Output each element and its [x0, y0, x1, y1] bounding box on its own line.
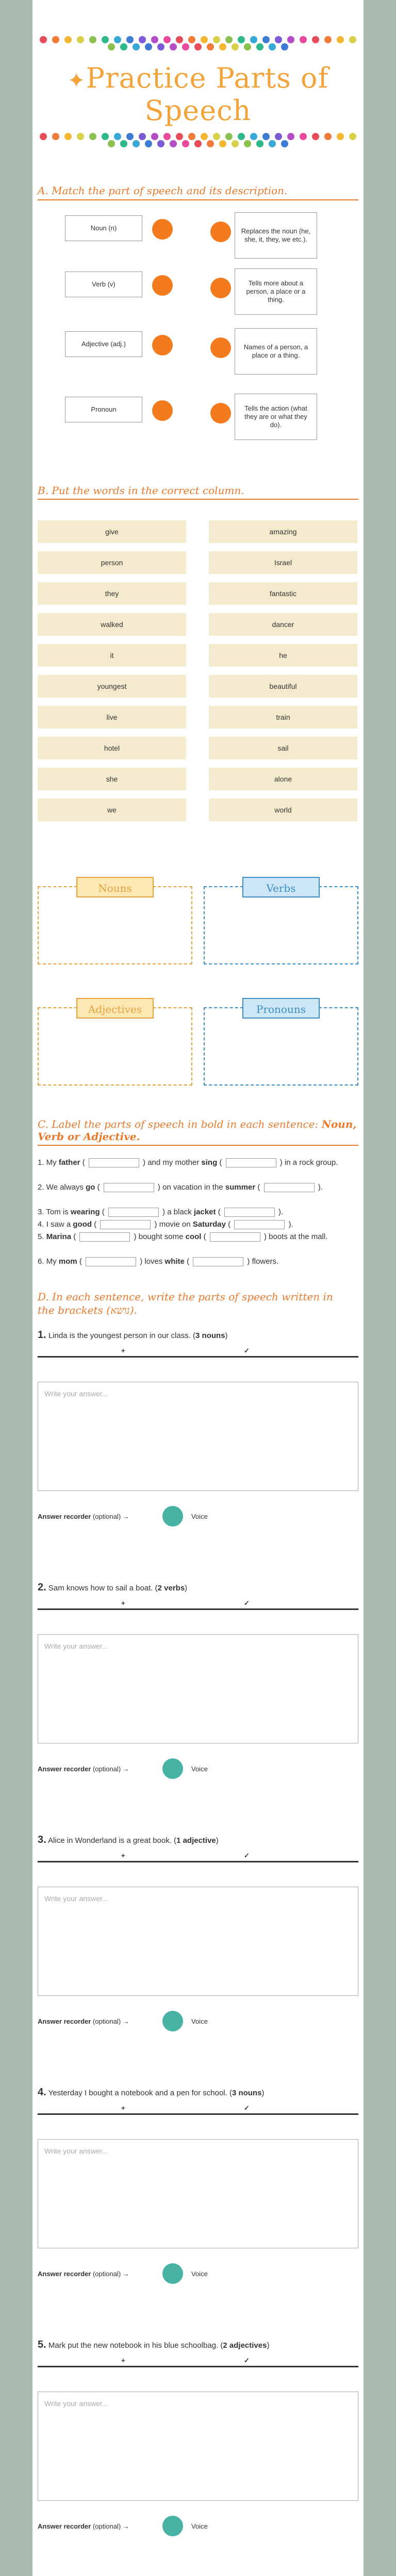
decorative-dot [52, 133, 59, 140]
sentence-text: ) and my mother [140, 1158, 202, 1167]
decorative-dot [151, 133, 158, 140]
voice-record-button[interactable] [162, 2516, 183, 2536]
decorative-dot [262, 36, 270, 43]
label-input[interactable] [224, 1208, 275, 1217]
word-tile[interactable]: youngest [38, 675, 186, 698]
decorative-dot [89, 133, 96, 140]
decorative-dot [287, 36, 294, 43]
decorative-dot [108, 43, 115, 50]
sentence-text: 4. I saw a [38, 1220, 73, 1229]
sentence-item [38, 1231, 358, 1243]
label-input[interactable] [100, 1220, 151, 1229]
match-connector-dot[interactable] [210, 403, 231, 423]
decorative-dot [337, 36, 344, 43]
decorative-dot [250, 36, 257, 43]
decorative-dot [77, 133, 84, 140]
decorative-dot [201, 36, 208, 43]
decorative-dot [163, 133, 171, 140]
arrow-icon: → [122, 2270, 129, 2278]
decorative-dot [281, 43, 288, 50]
word-tile[interactable]: he [209, 644, 357, 667]
answer-textarea[interactable] [38, 2392, 358, 2501]
column-divider [38, 1356, 358, 1358]
question-text-end: ) [267, 2341, 270, 2350]
decorative-dot [77, 36, 84, 43]
voice-label: Voice [191, 2522, 208, 2530]
sentence-text: ( [71, 1232, 78, 1241]
match-connector-dot[interactable] [152, 219, 173, 240]
sentence-text: ) loves [138, 1257, 165, 1266]
sentence-text: 5. [38, 1232, 46, 1241]
match-connector-dot[interactable] [152, 400, 173, 421]
word-tile[interactable]: hotel [38, 737, 186, 759]
voice-record-button[interactable] [162, 1758, 183, 1779]
decorative-dot [194, 43, 202, 50]
sentence-text: ( [201, 1232, 208, 1241]
decorative-dot [188, 36, 195, 43]
decorative-dot [170, 43, 177, 50]
pronouns-column-title: Pronouns [242, 998, 320, 1019]
voice-label: Voice [191, 1513, 208, 1520]
sentence-text: ) on vacation in the [155, 1183, 225, 1192]
decorative-dot [102, 36, 109, 43]
word-tile[interactable]: person [38, 551, 186, 574]
bold-word: go [86, 1183, 95, 1192]
answer-placeholder: Write your answer... [44, 2147, 108, 2155]
sentence-text: ( [80, 1158, 87, 1167]
question-text-end: ) [185, 1584, 188, 1592]
decorative-dot [151, 36, 158, 43]
label-input[interactable] [234, 1220, 285, 1229]
recorder-optional: (optional) [92, 1765, 121, 1773]
sentence-text: ) flowers. [245, 1257, 279, 1266]
column-plus-label: + [121, 1852, 125, 1859]
sentence-text: ( [255, 1183, 262, 1192]
arrow-icon: → [122, 2522, 129, 2530]
bold-word: good [73, 1220, 92, 1229]
sentence-item [38, 1157, 358, 1169]
decorative-dot [349, 133, 356, 140]
question-text: Alice in Wonderland is a great book. ( [48, 1836, 177, 1845]
match-right-item: Replaces the noun (he, she, it, they, we etc.). [235, 212, 317, 259]
match-connector-dot[interactable] [152, 335, 173, 355]
question-text-end: ) [225, 1331, 228, 1340]
decorative-dot [244, 140, 251, 147]
sentence-text: 1. My [38, 1158, 59, 1167]
column-plus-label: + [121, 1599, 125, 1607]
sentence-text: ( [95, 1183, 102, 1192]
decorative-dots-bottom [32, 133, 364, 147]
decorative-dot [256, 140, 263, 147]
word-tile[interactable]: live [38, 706, 186, 728]
label-input[interactable] [108, 1208, 159, 1217]
label-input[interactable] [264, 1183, 315, 1192]
worksheet-page [32, 0, 364, 2576]
sentence-text: ) boots at the mall. [261, 1232, 328, 1241]
recorder-optional: (optional) [92, 2522, 121, 2530]
bold-word: Saturday [192, 1220, 226, 1229]
sentence-text: ( [217, 1158, 224, 1167]
decorative-dot [133, 140, 140, 147]
sentence-text: ) bought some [131, 1232, 186, 1241]
decorative-dot [269, 43, 276, 50]
decorative-dot [349, 36, 356, 43]
decorative-dot [120, 140, 127, 147]
question-text: Yesterday I bought a notebook and a pen for school. ( [48, 2089, 232, 2097]
word-tile[interactable]: they [38, 582, 186, 605]
sentence-text: ( [184, 1257, 192, 1266]
answer-placeholder: Write your answer... [44, 2399, 108, 2408]
arrow-icon: → [122, 2018, 129, 2025]
sentence-text: ). [316, 1183, 323, 1192]
recorder-optional: (optional) [92, 2018, 121, 2025]
recorder-label: Answer recorder [38, 2018, 91, 2025]
arrow-icon: → [122, 1513, 129, 1520]
sentence-text: 6. My [38, 1257, 59, 1266]
decorative-dot [213, 133, 220, 140]
decorative-dot [157, 140, 164, 147]
question-target: 2 verbs [157, 1584, 185, 1592]
sentence-text: ( [225, 1220, 233, 1229]
match-connector-dot[interactable] [210, 337, 231, 358]
decorative-dot [182, 43, 189, 50]
voice-record-button[interactable] [162, 2011, 183, 2031]
bold-word: sing [201, 1158, 218, 1167]
decorative-dot [324, 36, 332, 43]
nouns-column-title: Nouns [76, 877, 154, 897]
word-tile[interactable]: beautiful [209, 675, 357, 698]
match-left-item: Adjective (adj.) [65, 331, 142, 357]
bold-word: summer [225, 1183, 256, 1192]
answer-textarea[interactable] [38, 2139, 358, 2248]
match-left-item: Noun (n) [65, 215, 142, 241]
column-check-label: ✓ [244, 2104, 250, 2112]
match-connector-dot[interactable] [210, 278, 231, 298]
decorative-dot [281, 140, 288, 147]
question-text-end: ) [261, 2089, 265, 2097]
decorative-dot [139, 133, 146, 140]
word-tile[interactable]: we [38, 799, 186, 821]
decorative-dot [126, 133, 134, 140]
decorative-dot [275, 133, 282, 140]
decorative-dot [64, 133, 72, 140]
bold-word: Marina [46, 1232, 72, 1241]
section-c-title: C. Label the parts of speech in bold in each sentence: Noun, Verb or Adjective. [38, 1118, 357, 1143]
decorative-dot [170, 140, 177, 147]
section-a-title: A. Match the part of speech and its description. [38, 184, 288, 197]
decorative-dot [145, 140, 152, 147]
answer-textarea[interactable] [38, 1887, 358, 1996]
answer-placeholder: Write your answer... [44, 1894, 108, 1903]
section-divider [38, 1145, 358, 1146]
column-check-label: ✓ [244, 1347, 250, 1354]
question-number: 2. [38, 1582, 46, 1593]
question-text: Sam knows how to sail a boat. ( [48, 1584, 158, 1592]
sentence-text: ). [286, 1220, 293, 1229]
decorative-dot [89, 36, 96, 43]
decorative-dot [108, 140, 115, 147]
label-input[interactable] [104, 1183, 154, 1192]
adjectives-column-title: Adjectives [76, 998, 154, 1019]
word-tile[interactable]: amazing [209, 520, 357, 543]
word-tile[interactable]: walked [38, 613, 186, 636]
decorative-dot [176, 133, 183, 140]
decorative-dot [145, 43, 152, 50]
word-tile[interactable]: Israel [209, 551, 357, 574]
word-tile[interactable]: it [38, 644, 186, 667]
decorative-dot [114, 133, 121, 140]
word-tile[interactable]: alone [209, 768, 357, 790]
decorative-dot [207, 140, 214, 147]
question-target: 2 adjectives [223, 2341, 267, 2350]
decorative-dot [225, 36, 233, 43]
label-input[interactable] [86, 1257, 136, 1266]
decorative-dot [232, 140, 239, 147]
decorative-dot [40, 133, 47, 140]
match-connector-dot[interactable] [210, 222, 231, 242]
star-icon: ✦ [67, 67, 86, 93]
decorative-dot [312, 36, 319, 43]
question-prompt [38, 1329, 358, 1341]
answer-recorder [38, 2270, 129, 2278]
section-b-title: B. Put the words in the correct column. [38, 484, 244, 497]
decorative-dot [312, 133, 319, 140]
decorative-dot [120, 43, 127, 50]
match-left-item: Pronoun [65, 397, 142, 422]
question-target: 3 nouns [195, 1331, 225, 1340]
match-right-item: Tells the action (what they are or what they do). [235, 394, 317, 440]
column-check-label: ✓ [244, 1599, 250, 1607]
decorative-dot [182, 140, 189, 147]
match-left-item: Verb (v) [65, 272, 142, 297]
question-prompt [38, 1582, 358, 1594]
verbs-column-title: Verbs [242, 877, 320, 897]
decorative-dot [194, 140, 202, 147]
question-text-end: ) [216, 1836, 219, 1845]
word-tile[interactable]: sail [209, 737, 357, 759]
sentence-text: ( [92, 1220, 99, 1229]
column-plus-label: + [121, 2104, 125, 2112]
column-check-label: ✓ [244, 2357, 250, 2364]
decorative-dot [157, 43, 164, 50]
voice-record-button[interactable] [162, 1506, 183, 1527]
label-input[interactable] [226, 1158, 276, 1167]
bold-word: cool [185, 1232, 202, 1241]
decorative-dot [114, 36, 121, 43]
bold-word: wearing [70, 1208, 100, 1216]
decorative-dot [207, 43, 214, 50]
answer-recorder [38, 2522, 129, 2530]
recorder-label: Answer recorder [38, 1765, 91, 1773]
decorative-dot [64, 36, 72, 43]
column-divider [38, 1861, 358, 1862]
label-input[interactable] [89, 1158, 139, 1167]
decorative-dot [300, 36, 307, 43]
sentence-text: ) in a rock group. [277, 1158, 338, 1167]
decorative-dot [219, 43, 226, 50]
decorative-dot [244, 43, 251, 50]
sentence-item [38, 1218, 358, 1231]
decorative-dot [324, 133, 332, 140]
match-right-item: Names of a person, a place or a thing. [235, 328, 317, 375]
voice-label: Voice [191, 2018, 208, 2025]
decorative-dot [163, 36, 171, 43]
label-input[interactable] [79, 1232, 130, 1242]
question-target: 1 adjective [176, 1836, 216, 1845]
match-right-item: Tells more about a person, a place or a thing. [235, 268, 317, 315]
recorder-label: Answer recorder [38, 1513, 91, 1520]
answer-textarea[interactable] [38, 1634, 358, 1743]
bold-word: father [58, 1158, 80, 1167]
answer-recorder [38, 1765, 129, 1773]
answer-textarea[interactable] [38, 1382, 358, 1491]
answer-recorder [38, 1513, 129, 1520]
decorative-dot [287, 133, 294, 140]
section-d-title: D. In each sentence, write the parts of speech written in the brackets (נושא). [38, 1291, 333, 1316]
decorative-dot [176, 36, 183, 43]
word-tile[interactable]: train [209, 706, 357, 728]
word-tile[interactable]: world [209, 799, 357, 821]
sentence-text: ( [100, 1208, 107, 1216]
answer-recorder [38, 2018, 129, 2025]
section-divider [38, 199, 358, 200]
column-plus-label: + [121, 1347, 125, 1354]
decorative-dot [201, 133, 208, 140]
question-prompt [38, 1834, 358, 1846]
recorder-label: Answer recorder [38, 2270, 91, 2278]
decorative-dot [256, 43, 263, 50]
voice-label: Voice [191, 2270, 208, 2278]
recorder-optional: (optional) [92, 2270, 121, 2278]
decorative-dot [300, 133, 307, 140]
word-tile[interactable]: she [38, 768, 186, 790]
column-divider [38, 1608, 358, 1610]
question-prompt [38, 2339, 358, 2351]
decorative-dot [232, 43, 239, 50]
decorative-dot [275, 36, 282, 43]
decorative-dot [250, 133, 257, 140]
sentence-item [38, 1206, 358, 1218]
answer-placeholder: Write your answer... [44, 1389, 108, 1398]
decorative-dot [102, 133, 109, 140]
question-prompt [38, 2087, 358, 2098]
bold-word: white [164, 1257, 185, 1266]
question-number: 5. [38, 2339, 46, 2350]
recorder-label: Answer recorder [38, 2522, 91, 2530]
sentence-item [38, 1181, 358, 1194]
bold-word: mom [58, 1257, 77, 1266]
decorative-dot [238, 36, 245, 43]
answer-placeholder: Write your answer... [44, 1642, 108, 1650]
decorative-dot [126, 36, 134, 43]
voice-label: Voice [191, 1765, 208, 1773]
sentence-text: 2. We always [38, 1183, 86, 1192]
decorative-dot [52, 36, 59, 43]
decorative-dot [188, 133, 195, 140]
question-text: Mark put the new notebook in his blue schoolbag. ( [48, 2341, 223, 2350]
sentence-text: 3. Tom is [38, 1208, 71, 1216]
question-target: 3 nouns [232, 2089, 262, 2097]
decorative-dot [40, 36, 47, 43]
decorative-dot [262, 133, 270, 140]
question-number: 4. [38, 2087, 46, 2098]
word-tile[interactable]: give [38, 520, 186, 543]
label-input[interactable] [193, 1257, 243, 1266]
word-tile[interactable]: dancer [209, 613, 357, 636]
match-connector-dot[interactable] [152, 275, 173, 296]
page-title: ✦Practice Parts of Speech [67, 62, 329, 127]
decorative-dot [219, 140, 226, 147]
column-plus-label: + [121, 2357, 125, 2364]
decorative-dot [225, 133, 233, 140]
label-input[interactable] [210, 1232, 260, 1242]
decorative-dot [238, 133, 245, 140]
sentence-text: ) movie on [152, 1220, 193, 1229]
column-divider [38, 2113, 358, 2115]
bold-word: jacket [193, 1208, 216, 1216]
decorative-dot [213, 36, 220, 43]
decorative-dot [337, 133, 344, 140]
arrow-icon: → [122, 1765, 129, 1773]
decorative-dots-top [32, 36, 364, 50]
question-number: 1. [38, 1329, 46, 1341]
word-tile[interactable]: fantastic [209, 582, 357, 605]
sentence-item [38, 1256, 358, 1268]
sentence-text: ( [77, 1257, 85, 1266]
recorder-optional: (optional) [92, 1513, 121, 1520]
decorative-dot [139, 36, 146, 43]
decorative-dot [133, 43, 140, 50]
column-check-label: ✓ [244, 1852, 250, 1859]
voice-record-button[interactable] [162, 2263, 183, 2284]
decorative-dot [269, 140, 276, 147]
sentence-text: ) a black [160, 1208, 194, 1216]
column-divider [38, 2366, 358, 2367]
section-divider [38, 499, 358, 500]
sentence-text: ). [276, 1208, 284, 1216]
question-text: Linda is the youngest person in our class. ( [48, 1331, 196, 1340]
question-number: 3. [38, 1834, 46, 1845]
sentence-text: ( [216, 1208, 223, 1216]
